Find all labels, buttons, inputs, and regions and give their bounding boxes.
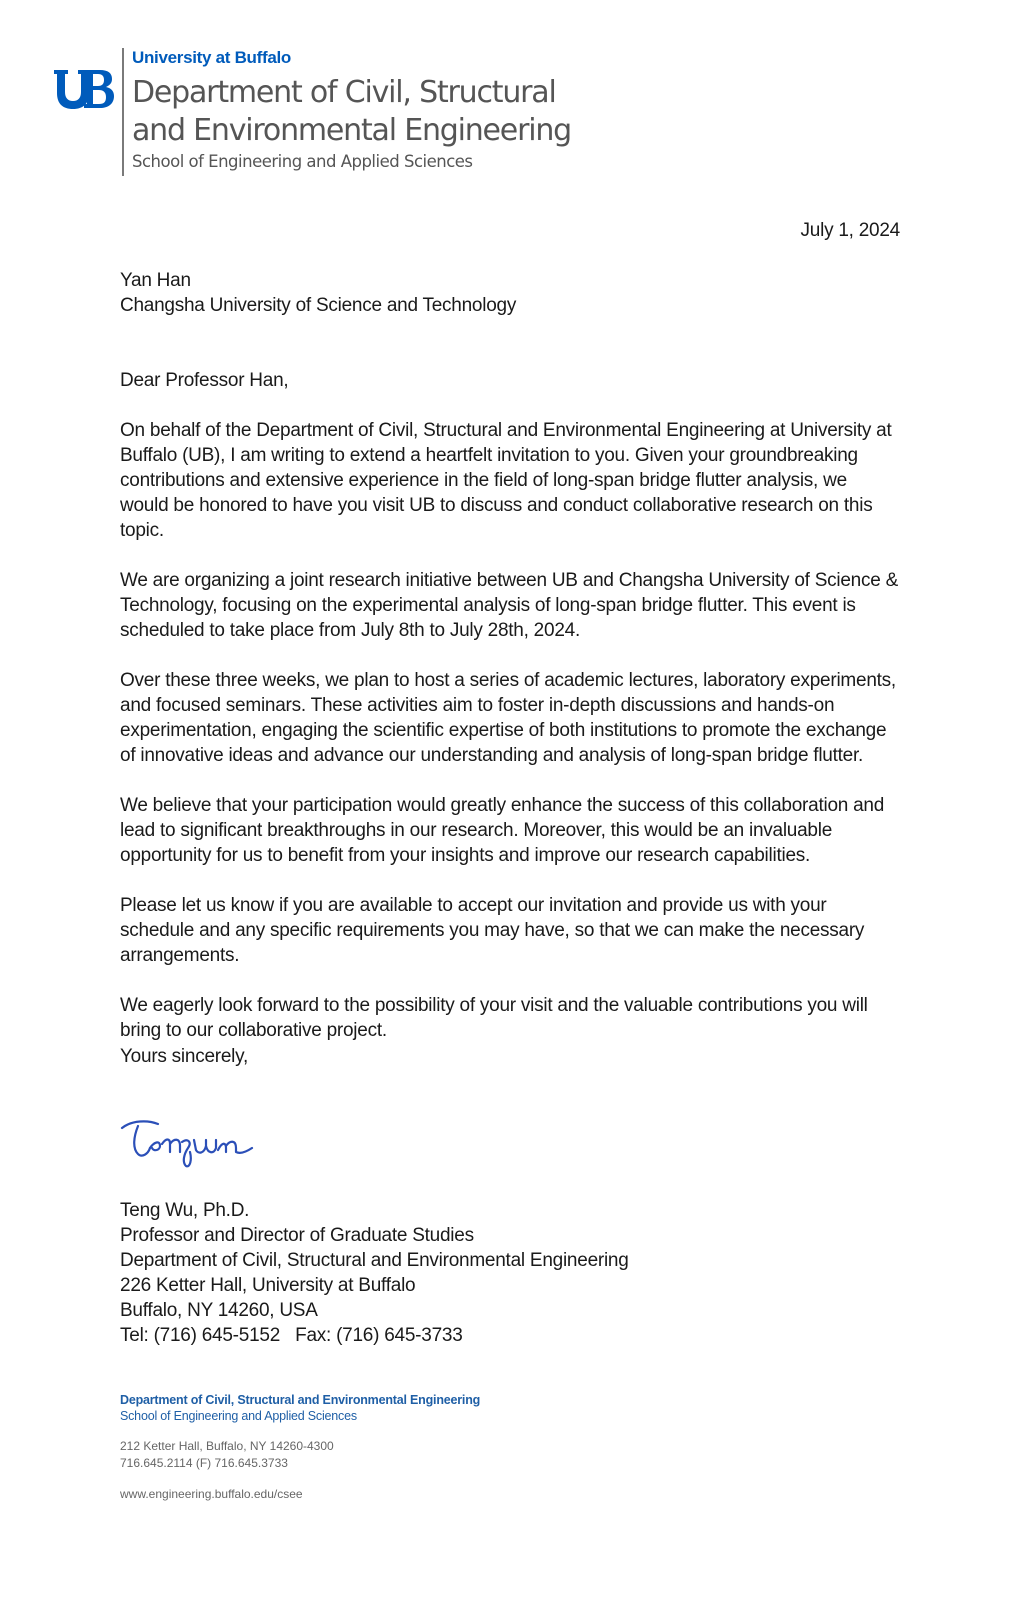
salutation: Dear Professor Han, — [120, 370, 289, 391]
signer-city: Buffalo, NY 14260, USA — [120, 1300, 318, 1321]
recipient-name: Yan Han — [120, 270, 191, 291]
letter-footer — [120, 1392, 480, 1503]
letterhead-divider — [122, 48, 124, 176]
body-paragraph: We believe that your participation would greatly enhance the success of this collaboration and lead to significant breakthroughs in our research. Moreover, this would be an invaluable opportunity for us to benefit from your insights and improve our research capabilities. — [120, 795, 885, 866]
recipient-block — [120, 268, 516, 318]
letterhead-text — [132, 48, 571, 172]
footer-department: Department of Civil, Structural and Environmental Engineering — [120, 1393, 481, 1407]
department-name-line2: and Environmental Engineering — [132, 113, 571, 148]
footer-address: 212 Ketter Hall, Buffalo, NY 14260-4300 — [120, 1439, 334, 1453]
signer-address: 226 Ketter Hall, University at Buffalo — [120, 1275, 416, 1296]
body-paragraph: Please let us know if you are available to accept our invitation and provide us with your schedule and any specific requirements you may have, so that we can make the necessary arrangements. — [120, 895, 865, 966]
body-paragraph: Over these three weeks, we plan to host a series of academic lectures, laboratory experiments, and focused seminars. These activities aim to foster in-depth discussions and hands-on experimentation, engaging the scientific expertise of both institutions to promote the exchange of innovative ideas and advance our understanding and analysis of long-span bridge flutter. — [120, 670, 896, 766]
footer-school: School of Engineering and Applied Sciences — [120, 1409, 357, 1423]
body-paragraph: We eagerly look forward to the possibility of your visit and the valuable contributions you will bring to our collaborative project. — [120, 995, 868, 1041]
school-name: School of Engineering and Applied Sciences — [132, 152, 473, 171]
body-paragraph: On behalf of the Department of Civil, Structural and Environmental Engineering at University at Buffalo (UB), I am writing to extend a heartfelt invitation to you. Given your groundbreaking contributions and extensive experience in the field of long-span bridge flutter analysis, we would be honored to have you visit UB to discuss and conduct collaborative research on this topic. — [120, 420, 892, 541]
body-paragraph: We are organizing a joint research initiative between UB and Changsha University of Science & Technology, focusing on the experimental analysis of long-span bridge flutter. This event is scheduled to take place from July 8th to July 28th, 2024. — [120, 570, 898, 641]
ub-logo-icon — [52, 68, 114, 110]
closing: Yours sincerely, — [120, 1046, 249, 1067]
university-name: University at Buffalo — [132, 48, 292, 67]
handwritten-signature-icon — [118, 1112, 268, 1172]
signer-contact: Tel: (716) 645-5152 Fax: (716) 645-3733 — [120, 1325, 463, 1346]
department-name-line1: Department of Civil, Structural — [132, 75, 556, 110]
letter-date: July 1, 2024 — [800, 220, 900, 241]
signer-title: Professor and Director of Graduate Studies — [120, 1225, 474, 1246]
recipient-institution: Changsha University of Science and Technology — [120, 295, 517, 316]
footer-website-link[interactable]: www.engineering.buffalo.edu/csee — [120, 1487, 303, 1501]
letterhead — [52, 48, 572, 183]
footer-phone: 716.645.2114 (F) 716.645.3733 — [120, 1456, 288, 1470]
signer-block — [120, 1198, 629, 1348]
signer-department: Department of Civil, Structural and Environmental Engineering — [120, 1250, 629, 1271]
letter-body — [120, 418, 898, 1068]
signer-name: Teng Wu, Ph.D. — [120, 1200, 250, 1221]
